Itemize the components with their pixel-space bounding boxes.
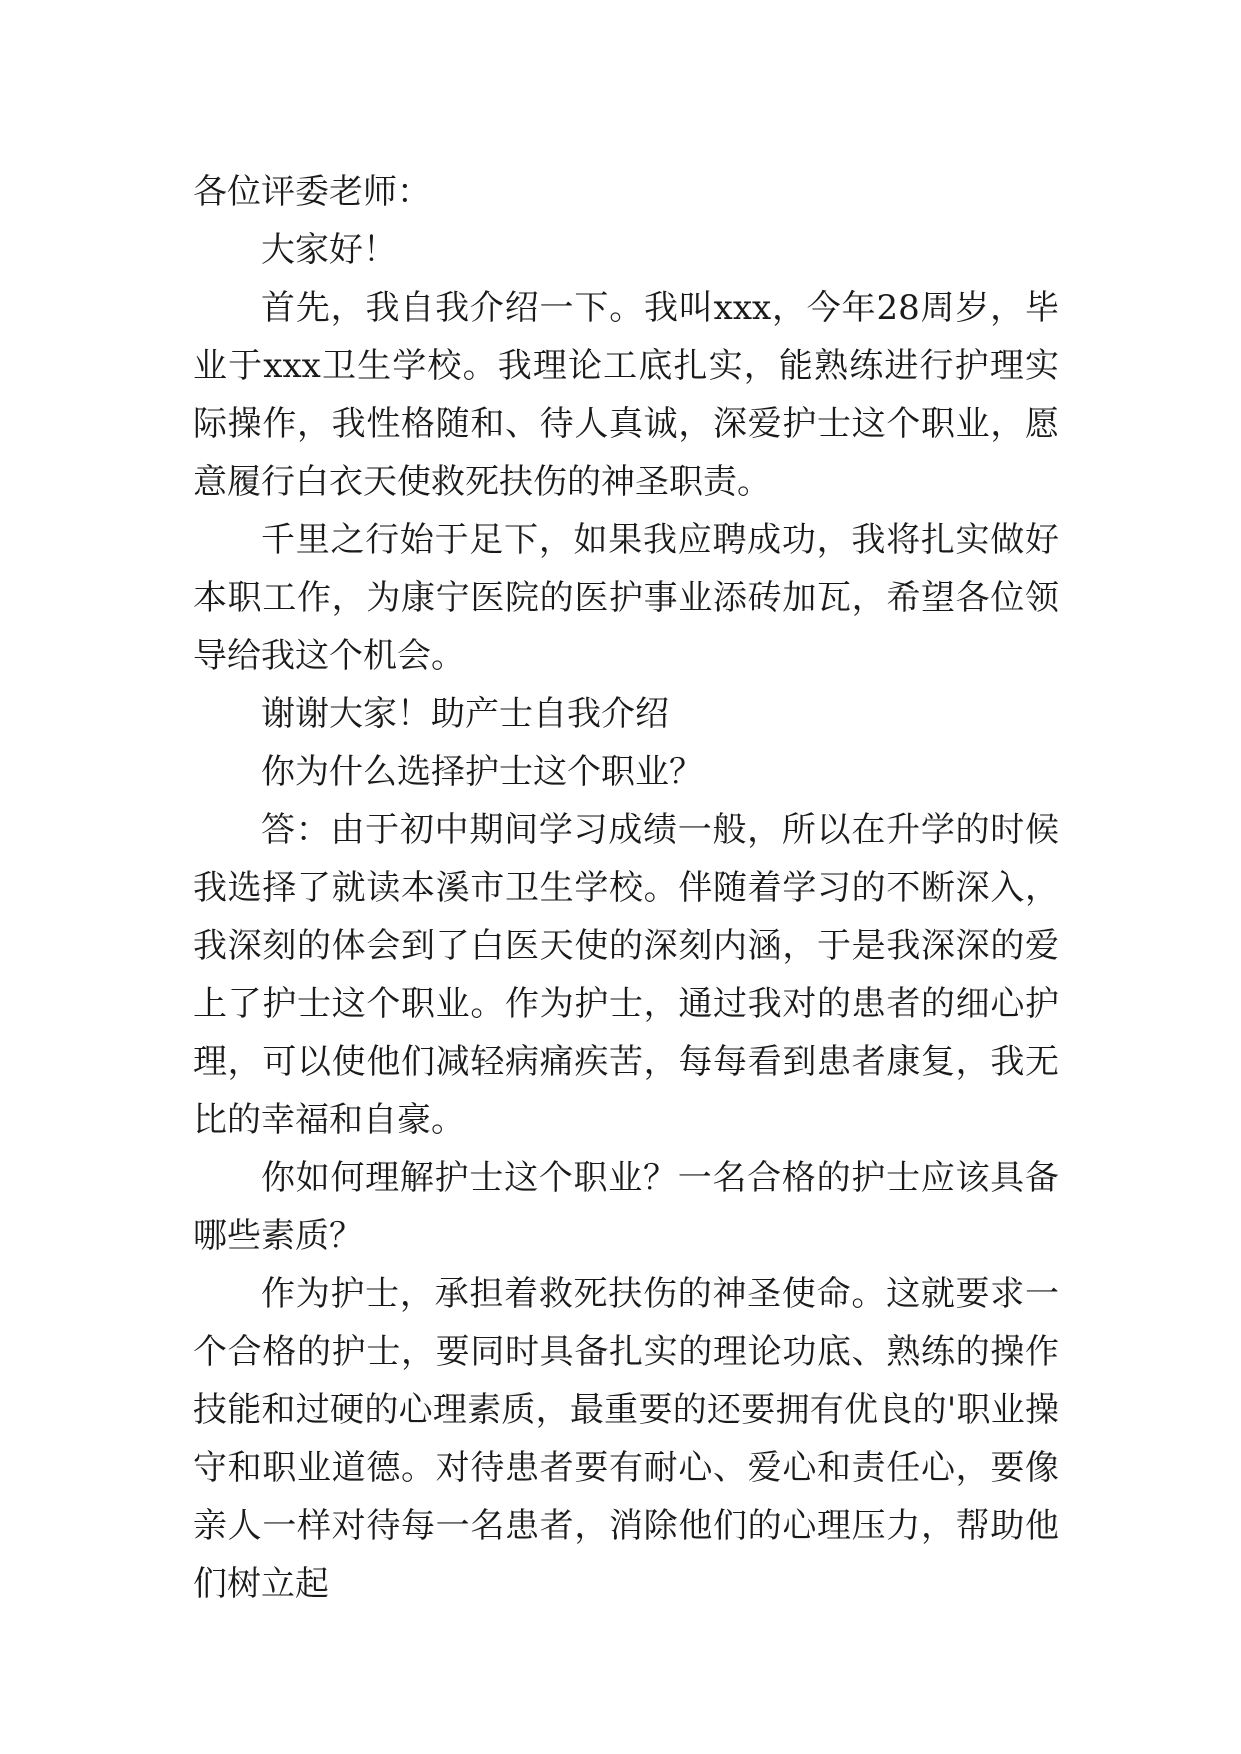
thanks-line: 谢谢大家！助产士自我介绍 <box>261 694 669 734</box>
greeting: 大家好！ <box>261 230 397 270</box>
answer-understanding-nursing: 作为护士，承担着救死扶伤的神圣使命。这就要求一个合格的护士，要同时具备扎实的理论功底、熟练的操作技能和过硬的心理素质，最重要的还要拥有优良的'职业操守和职业道德。对待患者要有耐心、爱心和责任心，要像亲人一样对待每一名患者，消除他们的心理压力，帮助他们树立起 <box>193 1274 1059 1604</box>
question-understanding-nursing: 你如何理解护士这个职业？一名合格的护士应该具备哪些素质？ <box>193 1158 1059 1256</box>
answer-why-nurse: 答：由于初中期间学习成绩一般，所以在升学的时候我选择了就读本溪市卫生学校。伴随着学习的不断深入，我深刻的体会到了白医天使的深刻内涵，于是我深深的爱上了护士这个职业。作为护士，通过我对的患者的细心护理，可以使他们减轻病痛疾苦，每每看到患者康复，我无比的幸福和自豪。 <box>193 810 1059 1140</box>
document-body <box>193 163 1059 1613</box>
commitment-paragraph: 千里之行始于足下，如果我应聘成功，我将扎实做好本职工作，为康宁医院的医护事业添砖加瓦，希望各位领导给我这个机会。 <box>193 520 1059 676</box>
self-introduction-paragraph: 首先，我自我介绍一下。我叫xxx，今年28周岁，毕业于xxx卫生学校。我理论工底扎实，能熟练进行护理实际操作，我性格随和、待人真诚，深爱护士这个职业，愿意履行白衣天使救死扶伤的神圣职责。 <box>193 288 1059 502</box>
salutation: 各位评委老师： <box>193 172 431 212</box>
question-why-nurse: 你为什么选择护士这个职业？ <box>261 752 703 792</box>
